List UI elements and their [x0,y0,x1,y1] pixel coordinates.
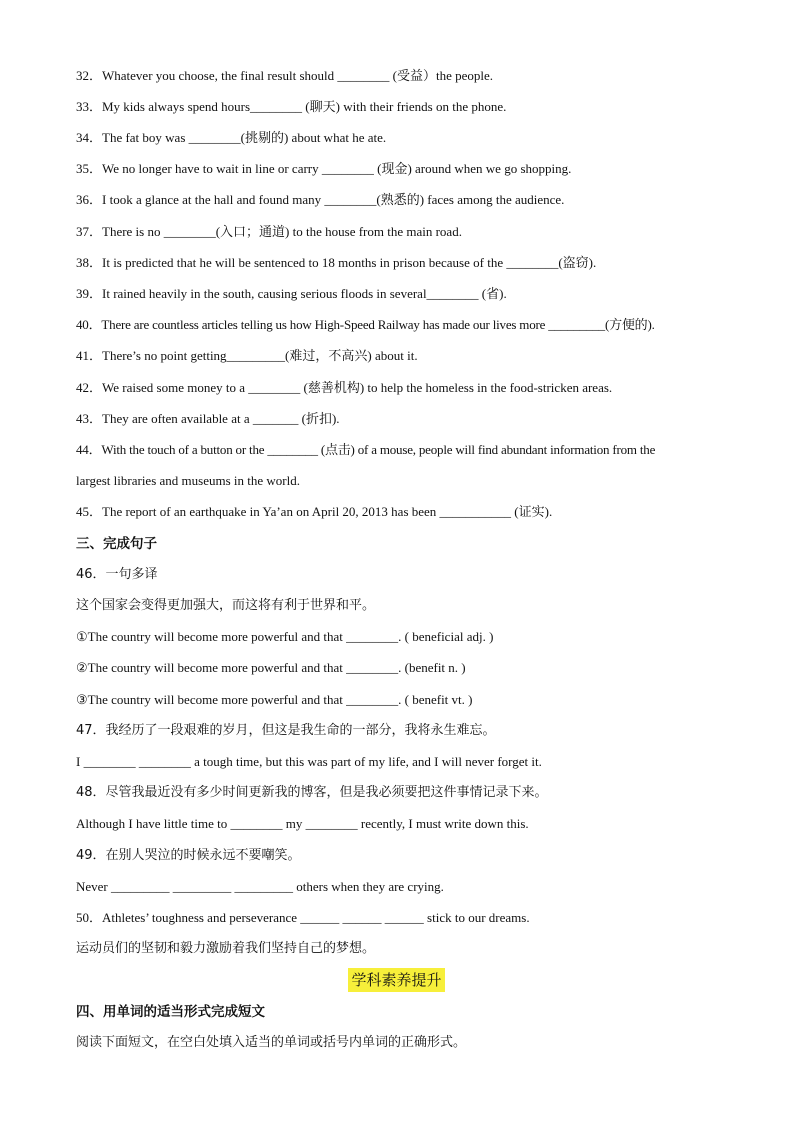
question-36: 36．I took a glance at the hall and found many ________(熟悉的) faces among the audience. [76,192,565,207]
question-47-chinese: 47．我经历了一段艰难的岁月，但这是我生命的一部分，我将永生难忘。 [76,723,496,738]
section-4-instruction: 阅读下面短文，在空白处填入适当的单词或括号内单词的正确形式。 [76,1035,467,1050]
question-34: 34．The fat boy was ________(挑剔的) about what he ate. [76,130,387,145]
question-40: 40．There are countless articles telling us how High-Speed Railway has made our lives more _________(方便的). [76,317,655,332]
question-50-english: 50．Athletes’ toughness and perseverance ______ ______ ______ stick to our dreams. [76,910,530,925]
question-43: 43．They are often available at a _______ (折扣). [76,411,340,426]
question-38: 38．It is predicted that he will be sentenced to 18 months in prison because of the ________(盗窃). [76,255,597,270]
subject-literacy-banner: 学科素养提升 [348,968,444,992]
question-46-option-2: ②The country will become more powerful and that ________. (benefit n. ) [76,660,466,675]
question-35: 35．We no longer have to wait in line or carry ________ (现金) around when we go shopping. [76,161,572,176]
question-32: 32．Whatever you choose, the final result should ________ (受益）the people. [76,68,493,83]
question-44: 44．With the touch of a button or the ________ (点击) of a mouse, people will find abundant information from the [76,442,656,457]
question-46: 46．一句多译 [76,567,158,582]
question-41: 41．There’s no point getting_________(难过，不高兴) about it. [76,348,418,363]
question-46-option-1: ①The country will become more powerful and that ________. ( beneficial adj. ) [76,629,494,644]
banner-row [0,968,793,992]
question-46-option-3: ③The country will become more powerful and that ________. ( benefit vt. ) [76,692,473,707]
question-47-english: I ________ ________ a tough time, but this was part of my life, and I will never forget it. [76,754,542,769]
question-49-english: Never _________ _________ _________ others when they are crying. [76,879,444,894]
question-44-continued: largest libraries and museums in the world. [76,473,300,488]
question-46-chinese: 这个国家会变得更加强大，而这将有利于世界和平。 [76,598,376,613]
question-33: 33．My kids always spend hours________ (聊天) with their friends on the phone. [76,99,507,114]
section-4-heading: 四、用单词的适当形式完成短文 [76,1004,265,1020]
question-37: 37．There is no ________(入口；通道) to the house from the main road. [76,224,462,239]
question-45: 45．The report of an earthquake in Ya’an on April 20, 2013 has been ___________ (证实). [76,504,553,519]
question-48-english: Although I have little time to ________ my ________ recently, I must write down this. [76,816,529,831]
question-39: 39．It rained heavily in the south, causing serious floods in several________ (省). [76,286,507,301]
question-42: 42．We raised some money to a ________ (慈善机构) to help the homeless in the food-stricken areas. [76,380,613,395]
question-49-chinese: 49．在别人哭泣的时候永远不要嘲笑。 [76,848,301,863]
question-48-chinese: 48．尽管我最近没有多少时间更新我的博客，但是我必须要把这件事情记录下来。 [76,785,548,800]
section-3-heading: 三、完成句子 [76,536,157,552]
question-50-chinese: 运动员们的坚韧和毅力激励着我们坚持自己的梦想。 [76,941,376,956]
